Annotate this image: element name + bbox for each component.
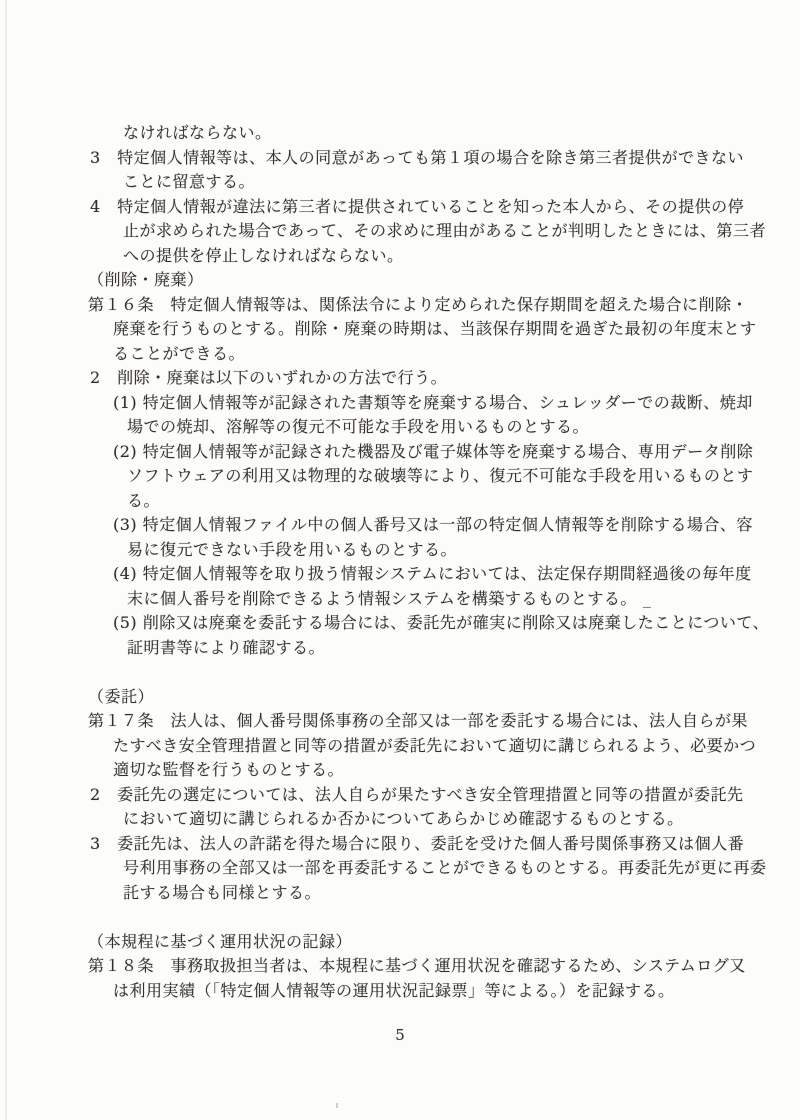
text-line: への提供を停止しなければならない。 — [123, 245, 404, 265]
text-line: る。 — [127, 490, 161, 510]
text-line: 場での焼却、溶解等の復元不可能な手段を用いるものとする。 — [127, 417, 590, 436]
text-line: （本規程に基づく運用状況の記録） — [88, 931, 353, 951]
text-line: 易に復元できない手段を用いるものとする。 — [127, 539, 458, 559]
scan-speck-artifact — [336, 1103, 338, 1108]
text-line: (1) 特定個人情報等が記録された書類等を廃棄する場合、シュレッダーでの裁断、焼却 — [113, 392, 753, 412]
scan-edge-artifact — [5, 0, 7, 1120]
text-line: 4 特定個人情報が違法に第三者に提供されていることを知った本人から、その提供の停 — [90, 196, 745, 216]
text-line: 第１６条 特定個人情報等は、関係法令により定められた保存期間を超えた場合に削除・ — [88, 294, 749, 314]
text-line: なければならない。 — [123, 123, 272, 142]
text-line: において適切に講じられるか否かについてあらかじめ確認するものとする。 — [123, 809, 684, 828]
text-line: 3 特定個人情報等は、本人の同意があっても第１項の場合を除き第三者提供ができない — [90, 147, 745, 167]
blank-line — [88, 660, 736, 685]
text-line: ることができる。 — [113, 343, 246, 363]
text-line: 第１８条 事務取扱担当者は、本規程に基づく運用状況を確認するため、システムログ又 — [88, 956, 746, 975]
text-line: （委託） — [88, 686, 155, 706]
text-line: (2) 特定個人情報等が記録された機器及び電子媒体等を廃棄する場合、専用データ削除 — [113, 441, 754, 461]
blank-line — [88, 905, 736, 930]
text-line: たすべき安全管理措置と同等の措置が委託先において適切に講じられるよう、必要かつ — [113, 735, 757, 755]
scan-underscore-artifact: _ — [642, 588, 652, 608]
text-line: 廃棄を行うものとする。削除・廃棄の時期は、当該保存期間を過ぎた最初の年度末とす — [113, 319, 757, 338]
text-line: 託する場合も同様とする。 — [123, 882, 322, 902]
text-line: 2 削除・廃棄は以下のいずれかの方法で行う。 — [90, 368, 448, 387]
text-line: (5) 削除又は廃棄を委託する場合には、委託先が確実に削除又は廃棄したことについて、 — [113, 613, 770, 632]
text-line: 適切な監督を行うものとする。 — [113, 760, 345, 779]
text-line: (3) 特定個人情報ファイル中の個人番号又は一部の特定個人情報等を削除する場合、容 — [113, 515, 753, 534]
text-line: ことに留意する。 — [123, 172, 256, 191]
text-line: 号利用事務の全部又は一部を再委託することができるものとする。再委託先が更に再委 — [123, 858, 767, 877]
text-line: 止が求められた場合であって、その求めに理由があることが判明したときには、第三者 — [123, 221, 767, 240]
text-line: 2 委託先の選定については、法人自らが果たすべき安全管理措置と同等の措置が委託先 — [90, 784, 744, 804]
text-line: （削除・廃棄） — [88, 270, 204, 289]
text-line: 末に個人番号を削除できるよう情報システムを構築するものとする。 _ — [88, 587, 736, 612]
text-line: 3 委託先は、法人の許諾を得た場合に限り、委託を受けた個人番号関係事務又は個人番 — [90, 833, 745, 853]
text-line: (4) 特定個人情報等を取り扱う情報システムにおいては、法定保存期間経過後の毎年度 — [113, 564, 752, 583]
text-line: 証明書等により確認する。 — [127, 637, 326, 657]
text-line: ソフトウェアの利用又は物理的な破壊等により、復元不可能な手段を用いるものとす — [127, 466, 754, 485]
text-line: は利用実績（「特定個人情報等の運用状況記録票」等による。）を記録する。 — [113, 980, 675, 1000]
text-line: 第１７条 法人は、個人番号関係事務の全部又は一部を委託する場合には、法人自らが果 — [88, 711, 749, 730]
page-number: 5 — [395, 1026, 405, 1044]
document-text — [88, 121, 770, 1003]
